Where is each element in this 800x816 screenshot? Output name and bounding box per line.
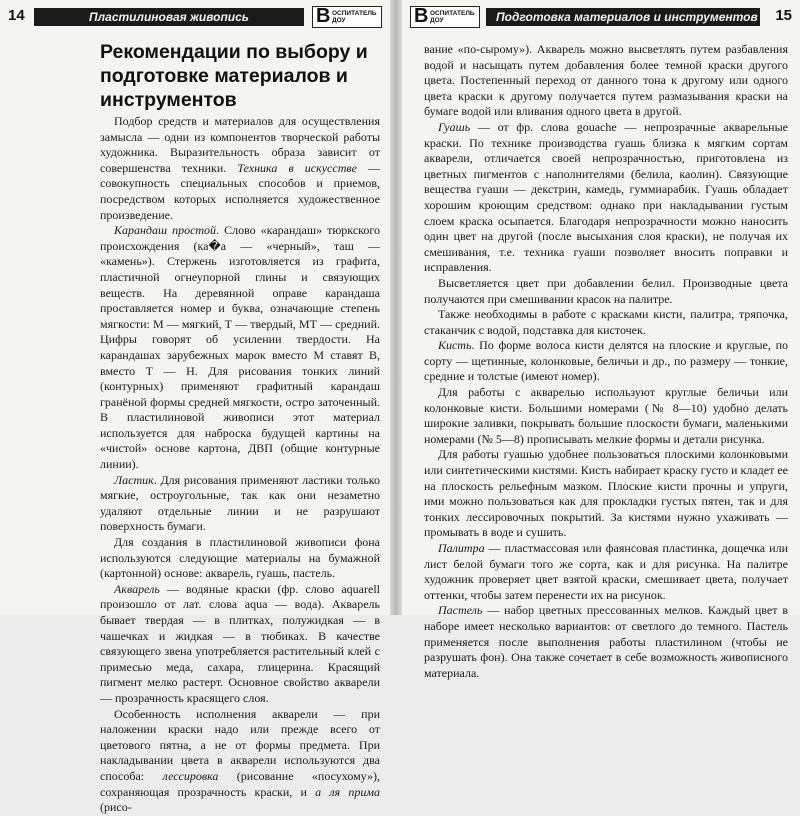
italic-term: Карандаш простой: [114, 223, 217, 238]
right-page-header: [406, 6, 794, 28]
text-run: (рисо-: [100, 800, 132, 815]
right-page-number: 15: [775, 7, 792, 24]
text-run: Также необходимы в работе с красками кисти, палитра, тряпочка, стаканчик с водой, подставка для кисточек.: [424, 307, 788, 337]
italic-term: Гуашь: [438, 119, 471, 134]
text-run: — водяные краски (фр. слово aquarell произошло от лат. слова aqua — вода). Акварель бывает твердая — в плитках, полужидкая — в чашечках и жидкая — в тюбиках. В качестве связующего звена употребляется растительный клей с примесью меда, сахара, глицерина. Красящий пигмент мелко растерт. Основное свойство акварели — прозрачность красящего слоя.: [100, 581, 380, 705]
paragraph: [100, 582, 380, 707]
paragraph: [424, 120, 788, 276]
paragraph: [100, 707, 380, 816]
italic-term: Пастель: [438, 603, 483, 618]
left-page-number: 14: [8, 7, 25, 24]
left-running-title: Пластилиновая живопись: [34, 8, 304, 26]
paragraph: [424, 541, 788, 603]
left-page-header: [4, 6, 388, 28]
right-page: [402, 0, 800, 680]
journal-logo: [410, 6, 480, 28]
text-run: . Для рисования применяют ластики только мягкие, остроугольные, так как они незаметно удаляют отдельные линии и не разрушают поверхность бумаги.: [100, 472, 380, 534]
paragraph: [100, 473, 380, 535]
left-body-text: [100, 114, 380, 816]
paragraph: [424, 42, 788, 120]
right-body-text: [424, 42, 788, 681]
text-run: Для создания в пластилиновой живописи фона используются следующие материалы на бумажной (картонной) основе: акварель, гуашь, пастель.: [100, 535, 380, 581]
logo-letter: В: [414, 5, 429, 27]
paragraph: [424, 603, 788, 681]
logo-text: ОСПИТАТЕЛЬ ДОУ: [430, 10, 475, 24]
italic-term: Акварель: [114, 581, 160, 596]
journal-logo: [312, 6, 382, 28]
paragraph: [424, 447, 788, 541]
text-run: (рисование «посухому»), сохраняющая прозрачность краски, и: [100, 768, 381, 799]
text-run: Особенность исполнения акварели — при наложении краски надо или прежде всего от цветового пятна, а не от формы предмета. При накладывании цвета в акварели используются два способа:: [100, 706, 380, 783]
left-page: [0, 0, 392, 815]
italic-term: Кисть: [438, 338, 472, 353]
text-run: . По форме волоса кисти делятся на плоские и круглые, по сорту — щетинные, колонковые, беличьи и др., по размеру — тонкие, средние и толстые (имеют номер).: [424, 338, 788, 384]
text-run: — совокупность специальных способов и приемов, посредством которых исполняется художественное произведение.: [100, 160, 380, 222]
article-heading: Рекомендации по выбору и подготовке материалов и инструментов: [100, 41, 368, 111]
text-run: — набор цветных прессованных мелков. Каждый цвет в наборе имеет несколько вариантов: от светлого до темного. Пастель применяется после выполнения работы пластилином (чтобы не разрушать фон). Она также сочетает в себе возможность живописного материала.: [424, 603, 788, 680]
paragraph: [424, 385, 788, 447]
paragraph: [424, 307, 788, 338]
text-run: Для работы с акварелью используют круглые беличьи или колонковые кисти. Большими номерами (№ 8—10) удобно делать широкие заливки, покрывать большие плоскости бумаги, маленькими номерами (№ 5—8) прописывать мелкие формы и детали рисунка.: [424, 385, 788, 446]
italic-term: Техника в искусстве: [237, 160, 357, 175]
text-run: . Слово «карандаш» тюркского происхождения (ка�а — «черный», таш — «камень»). Стержень изготовляется из графита, пластичной огнеупорной глины и связующих веществ. На деревянной оправе карандаша проставляется номер и буква, означающие степень мягкости: М — мягкий, Т — твердый, МТ — средний. Цифры говорят об усилении твердости. На карандашах зарубежных марок вместо М ставят В, вместо Т — Н. Для рисования тонких линий (контурных) применяют графитный карандаш гранёной формы средней мягкости, остро заточенный. В пластилиновой живописи этот материал используется для наброска будущей картины на «чистой» основе картона, ДВП (общие контурные линии).: [100, 223, 380, 472]
paragraph: [424, 276, 788, 307]
text-run: вание «по-сырому»). Акварель можно высветлять путем разбавления водой и насыщать путем добавления более темной краски другого цвета. Постепенный переход от данного тона к другому или одного цвета краски к другому получается путем размазывания краски на бумаге водой или вливания одного цвета в другой.: [424, 42, 788, 119]
logo-letter: В: [316, 5, 331, 27]
logo-text: ОСПИТАТЕЛЬ ДОУ: [332, 10, 377, 24]
italic-term: лессировка: [162, 768, 219, 783]
text-run: Подбор средств и материалов для осуществления замысла — одни из компонентов творческой работы художника. Выразительность образа зависит от совершенства техники.: [100, 114, 380, 175]
italic-term: Ластик: [114, 472, 154, 487]
text-run: Для работы гуашью удобнее пользоваться плоскими колонковыми или синтетическими кистями. Кисть набирает краску густо и кладет ее на плоскость рельефным мазком. Плоские кисти прочны и упруги, ими можно пользоваться как для прокладки густых пятен, так и для тонких лессировочных покрытий. За кистями нужно ухаживать — промывать в воде и сушить.: [424, 447, 788, 540]
paragraph: [100, 535, 380, 582]
text-run: — пластмассовая или фаянсовая пластинка, дощечка или лист белой бумаги того же сорта, как и для рисунка. На палитре художник проверяет цвет взятой краски, смешивает цвета, получает оттенки, чтобы затем перенести их на рисунок.: [424, 541, 788, 602]
text-run: — от фр. слова gouache — непрозрачные акварельные краски. По технике производства гуашь близка к мягким сортам акварели, отличается своей непрозрачностью, приготовлена из цветных пигментов с наполнителями (белила, каолин). Связующие вещества гуаши — декстрин, камедь, гуммиарабик. Гуашь обладает хорошим кроющим средством: однако при накладывании густым слоем краска осыпается. Благодаря непрозрачности можно наносить один цвет на другой (после высыхания слоя краски), не получая их смешивания, т.е. техника гуаши позволяет вносить поправки и исправления.: [424, 119, 788, 275]
text-run: Высветляется цвет при добавлении белил. Производные цвета получаются при смешивании красок на палитре.: [424, 275, 788, 306]
paragraph: [100, 223, 380, 473]
right-running-title: Подготовка материалов и инструментов: [486, 8, 760, 26]
paragraph: [100, 114, 380, 223]
paragraph: [424, 338, 788, 385]
italic-term: а ля прима: [315, 784, 380, 799]
italic-term: Палитра: [438, 541, 485, 555]
